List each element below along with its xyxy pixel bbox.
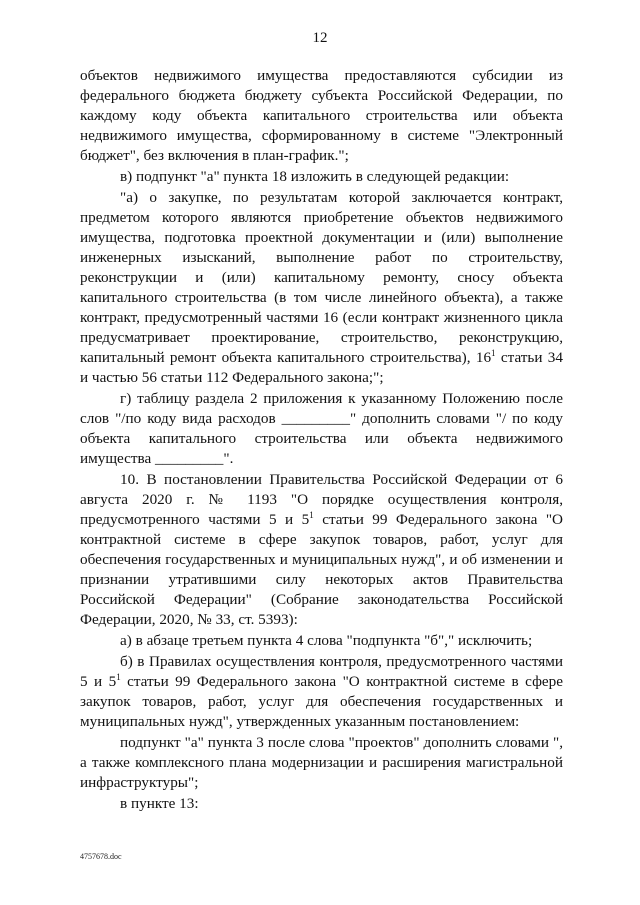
- paragraph-3-text-a: "а) о закупке, по результатам которой заключается контракт, предметом которого являются приобретение объектов недвижимого имущества, подготовка проектной документации и (или) выполнение инженерных изысканий, выполнение работ по строительству, реконструкции и (или) капитальному ремонту, сносу объекта капитального строительства (в том числе линейного объекта), а также контракт, предусмотренный частями 16 (если контракт жизненного цикла предусматривает проектирование, строительство, реконструкцию, капитальный ремонт объекта капитального строительства), 16: [80, 189, 563, 366]
- paragraph-7-text-a: б) в Правилах осуществления контроля, предусмотренного частями 5 и 5: [80, 653, 563, 690]
- paragraph-3: [80, 188, 563, 388]
- superscript: 1: [309, 510, 314, 520]
- paragraph-7-text-b: статьи 99 Федерального закона "О контрактной системе в сфере закупок товаров, работ, услуг для обеспечения государственных и муниципальных нужд", утвержденных указанным постановлением:: [80, 673, 563, 730]
- paragraph-1: объектов недвижимого имущества предоставляются субсидии из федерального бюджета бюджету субъекта Российской Федерации, по каждому коду объекта капитального строительства или объекта недвижимого имущества, сформированному в системе "Электронный бюджет", без включения в план-график.";: [80, 67, 563, 164]
- paragraph-6: а) в абзаце третьем пункта 4 слова "подпункта "б"," исключить;: [120, 632, 533, 649]
- document-body: [80, 66, 563, 815]
- superscript: 1: [116, 672, 121, 682]
- paragraph-2: в) подпункт "а" пункта 18 изложить в следующей редакции:: [120, 168, 510, 185]
- paragraph-5-text-a: 10. В постановлении Правительства Российской Федерации от 6 августа 2020 г. № 1193 "О порядке осуществления контроля, предусмотренного частями 5 и 5: [80, 471, 563, 528]
- paragraph-7: [80, 652, 563, 732]
- paragraph-5: [80, 470, 563, 630]
- paragraph-3-text-b: статьи 34 и частью 56 статьи 112 Федерального закона;";: [80, 349, 563, 386]
- paragraph-8: подпункт "а" пункта 3 после слова "проектов" дополнить словами ", а также комплексного плана модернизации и расширения магистральной инфраструктуры";: [80, 734, 563, 791]
- page-number: 12: [312, 30, 328, 46]
- superscript: 1: [491, 348, 496, 358]
- paragraph-4: г) таблицу раздела 2 приложения к указанному Положению после слов "/по коду вида расходов _________" дополнить словами "/ по коду объекта капитального строительства или объекта недвижимого имущества _________".: [80, 390, 563, 467]
- paragraph-5-text-b: статьи 99 Федерального закона "О контрактной системе в сфере закупок товаров, работ, услуг для обеспечения государственных и муниципальных нужд", и об изменении и признании утратившими силу некоторых актов Правительства Российской Федерации" (Собрание законодательства Российской Федерации, 2020, № 33, ст. 5393):: [80, 511, 563, 628]
- paragraph-9: в пункте 13:: [120, 795, 199, 812]
- file-name-footer: 4757678.doc: [80, 852, 122, 861]
